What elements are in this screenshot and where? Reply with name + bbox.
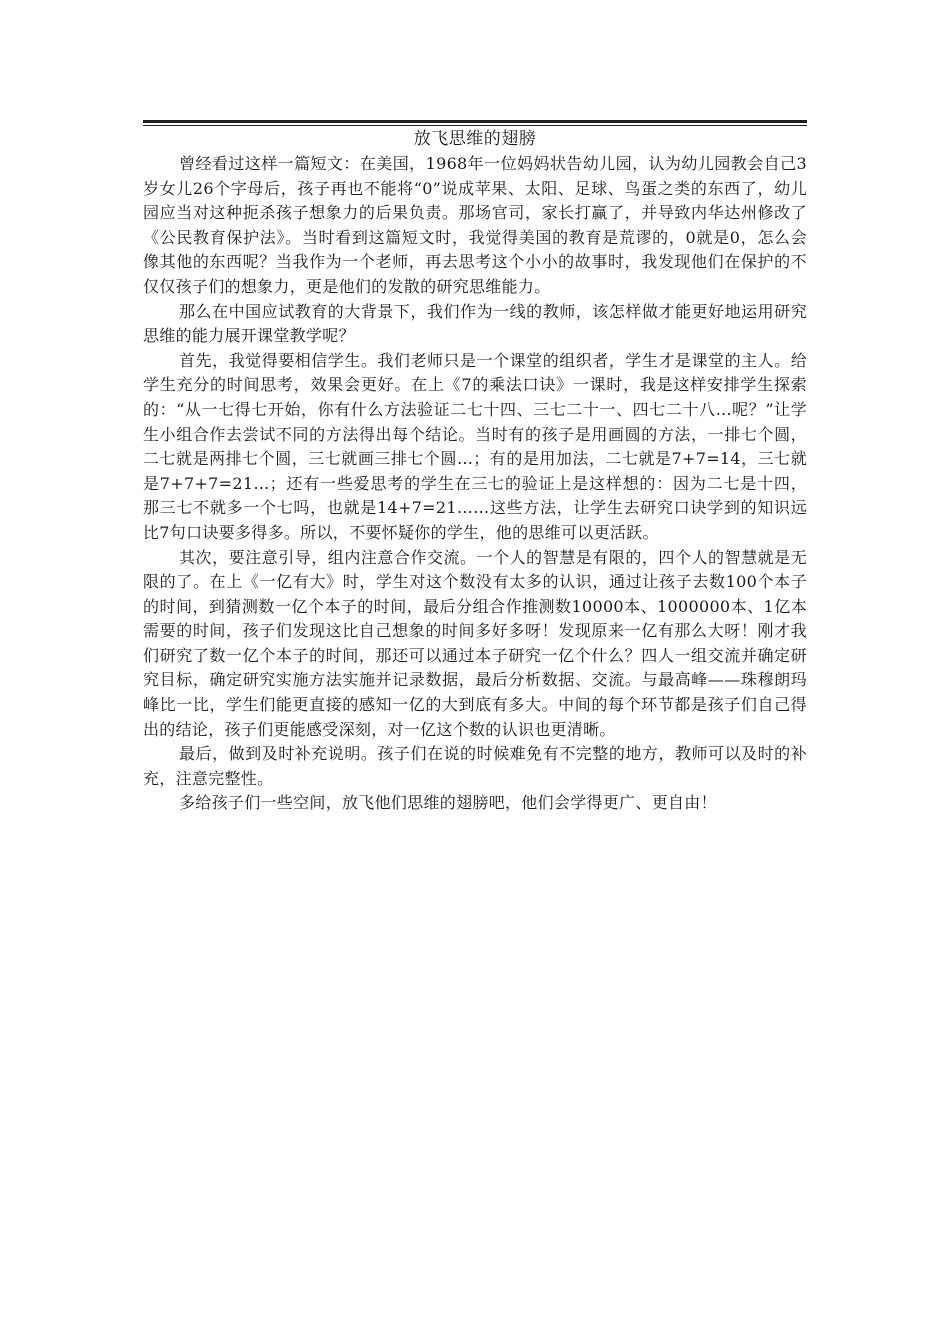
paragraph-conclusion: 多给孩子们一些空间，放飞他们思维的翅膀吧，他们会学得更广、更自由！ [179,793,717,813]
header-rule-thick [143,120,807,123]
document-page [143,120,807,816]
paragraph-intro: 曾经看过这样一篇短文：在美国，1968年一位妈妈状告幼儿园，认为幼儿园教会自己3岁女儿26个字母后，孩子再也不能将“0”说成苹果、太阳、足球、鸟蛋之类的东西了，幼儿园应当对这种扼杀孩子想象力的后果负责。那场官司，家长打赢了，并导致内华达州修改了《公民教育保护法》。当时看到这篇短文时，我觉得美国的教育是荒谬的，0就是0，怎么会像其他的东西呢？当我作为一个老师，再去思考这个小小的故事时，我发现他们在保护的不仅仅孩子们的想象力，更是他们的发散的研究思维能力。 [143,154,807,296]
document-title: 放飞思维的翅膀 [413,129,537,149]
paragraph-last: 最后，做到及时补充说明。孩子们在说的时候难免有不完整的地方，教师可以及时的补充，注意完整性。 [143,744,807,788]
paragraph-first: 首先，我觉得要相信学生。我们老师只是一个课堂的组织者，学生才是课堂的主人。给学生充分的时间思考，效果会更好。在上《7的乘法口诀》一课时，我是这样安排学生探索的：“从一七得七开始，你有什么方法验证二七十四、三七二十一、四七二十八…呢？”让学生小组合作去尝试不同的方法得出每个结论。当时有的孩子是用画圆的方法，一排七个圆，二七就是两排七个圆，三七就画三排七个圆…；有的是用加法，二七就是7+7=14，三七就是7+7+7=21…；还有一些爱思考的学生在三七的验证上是这样想的：因为二七是十四，那三七不就多一个七吗，也就是14+7=21……这些方法，让学生去研究口诀学到的知识远比7句口诀要多得多。所以，不要怀疑你的学生，他的思维可以更活跃。 [143,350,807,542]
header-rule-thin [143,125,807,126]
paragraph-question: 那么在中国应试教育的大背景下，我们作为一线的教师，该怎样做才能更好地运用研究思维的能力展开课堂教学呢？ [143,301,807,346]
paragraph-second: 其次，要注意引导，组内注意合作交流。一个人的智慧是有限的，四个人的智慧就是无限的了。在上《一亿有大》时，学生对这个数没有太多的认识，通过让孩子去数100个本子的时间，到猜测数一亿个本子的时间，最后分组合作推测数10000本、1000000本、1亿本需要的时间，孩子们发现这比自己想象的时间多好多呀！发现原来一亿有那么大呀！刚才我们研究了数一亿个本子的时间，那还可以通过本子研究一亿个什么？四人一组交流并确定研究目标，确定研究实施方法实施并记录数据，最后分析数据、交流。与最高峰——珠穆朗玛峰比一比，学生们能更直接的感知一亿的大到底有多大。中间的每个环节都是孩子们自己得出的结论，孩子们更能感受深刻，对一亿这个数的认识也更清晰。 [143,547,807,739]
